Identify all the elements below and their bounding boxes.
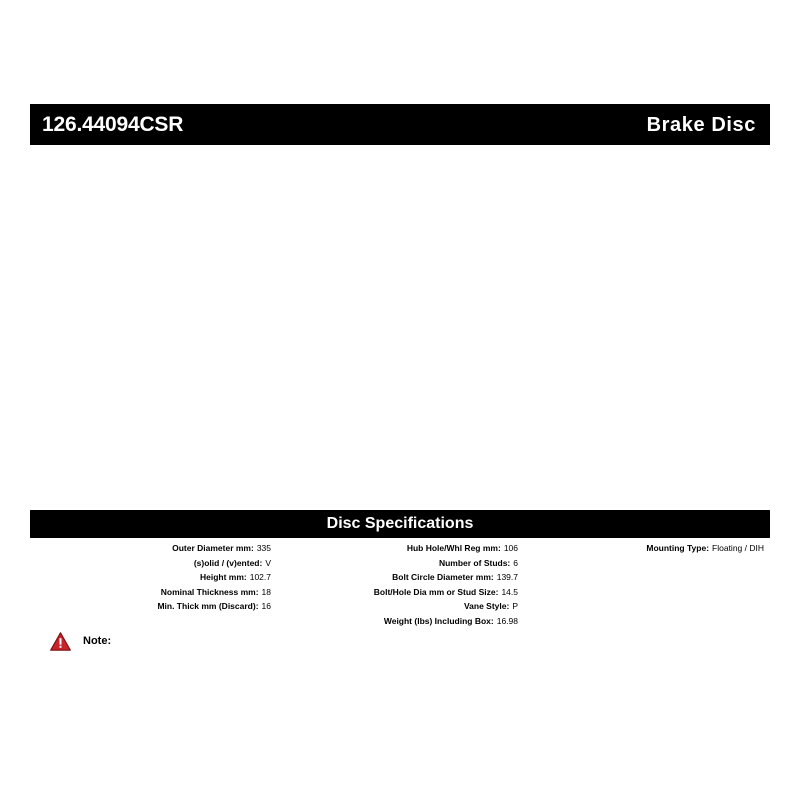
spec-row [30, 556, 271, 571]
spec-value: Floating / DIH [712, 543, 764, 553]
spec-label: Bolt Circle Diameter mm: [392, 572, 494, 583]
spec-label: Bolt/Hole Dia mm or Stud Size: [373, 586, 499, 597]
spec-row [277, 570, 518, 585]
spec-value: 16 [261, 601, 271, 612]
spec-column-3 [524, 541, 770, 556]
spec-value: 14.5 [501, 586, 518, 597]
spec-value: 139.7 [496, 572, 518, 583]
spec-value: 16.98 [496, 615, 518, 626]
spec-column-2 [277, 541, 524, 629]
spec-label: Vane Style: [463, 601, 510, 612]
spec-row [30, 541, 271, 556]
product-type: Brake Disc [646, 113, 756, 136]
spec-title-bar [30, 510, 770, 538]
spec-label: Hub Hole/Whl Reg mm: [406, 543, 501, 553]
spec-value: P [512, 601, 518, 612]
spec-column-1 [30, 541, 277, 614]
note-area [50, 632, 117, 651]
spec-label: Outer Diameter mm: [172, 543, 254, 553]
spec-row [30, 599, 271, 614]
spec-label: Height mm: [199, 572, 247, 583]
spec-label: Nominal Thickness mm: [160, 586, 259, 597]
spec-value: 18 [261, 586, 271, 597]
spec-row [524, 541, 764, 556]
spec-columns [30, 541, 770, 629]
spec-row [277, 614, 518, 629]
part-number: 126.44094CSR [42, 113, 184, 136]
spec-title: Disc Specifications [326, 515, 474, 532]
spec-row [277, 556, 518, 571]
spec-label: Number of Studs: [438, 557, 511, 568]
spec-row [277, 585, 518, 600]
spec-label: Mounting Type: [646, 543, 710, 553]
spec-value: 102.7 [249, 572, 271, 583]
spec-value: 106 [503, 543, 518, 553]
spec-label: Weight (lbs) Including Box: [383, 615, 494, 626]
header-bar [30, 104, 770, 145]
spec-value: V [265, 557, 271, 568]
spec-value: 6 [513, 557, 518, 568]
spec-row [30, 585, 271, 600]
spec-row [277, 599, 518, 614]
warning-triangle-icon [50, 632, 71, 651]
note-label: Note: [83, 635, 112, 647]
spec-label: Min. Thick mm (Discard): [157, 601, 259, 612]
spec-label: (s)olid / (v)ented: [193, 557, 263, 568]
spec-value: 335 [256, 543, 271, 553]
spec-row [30, 570, 271, 585]
spec-row [277, 541, 518, 556]
